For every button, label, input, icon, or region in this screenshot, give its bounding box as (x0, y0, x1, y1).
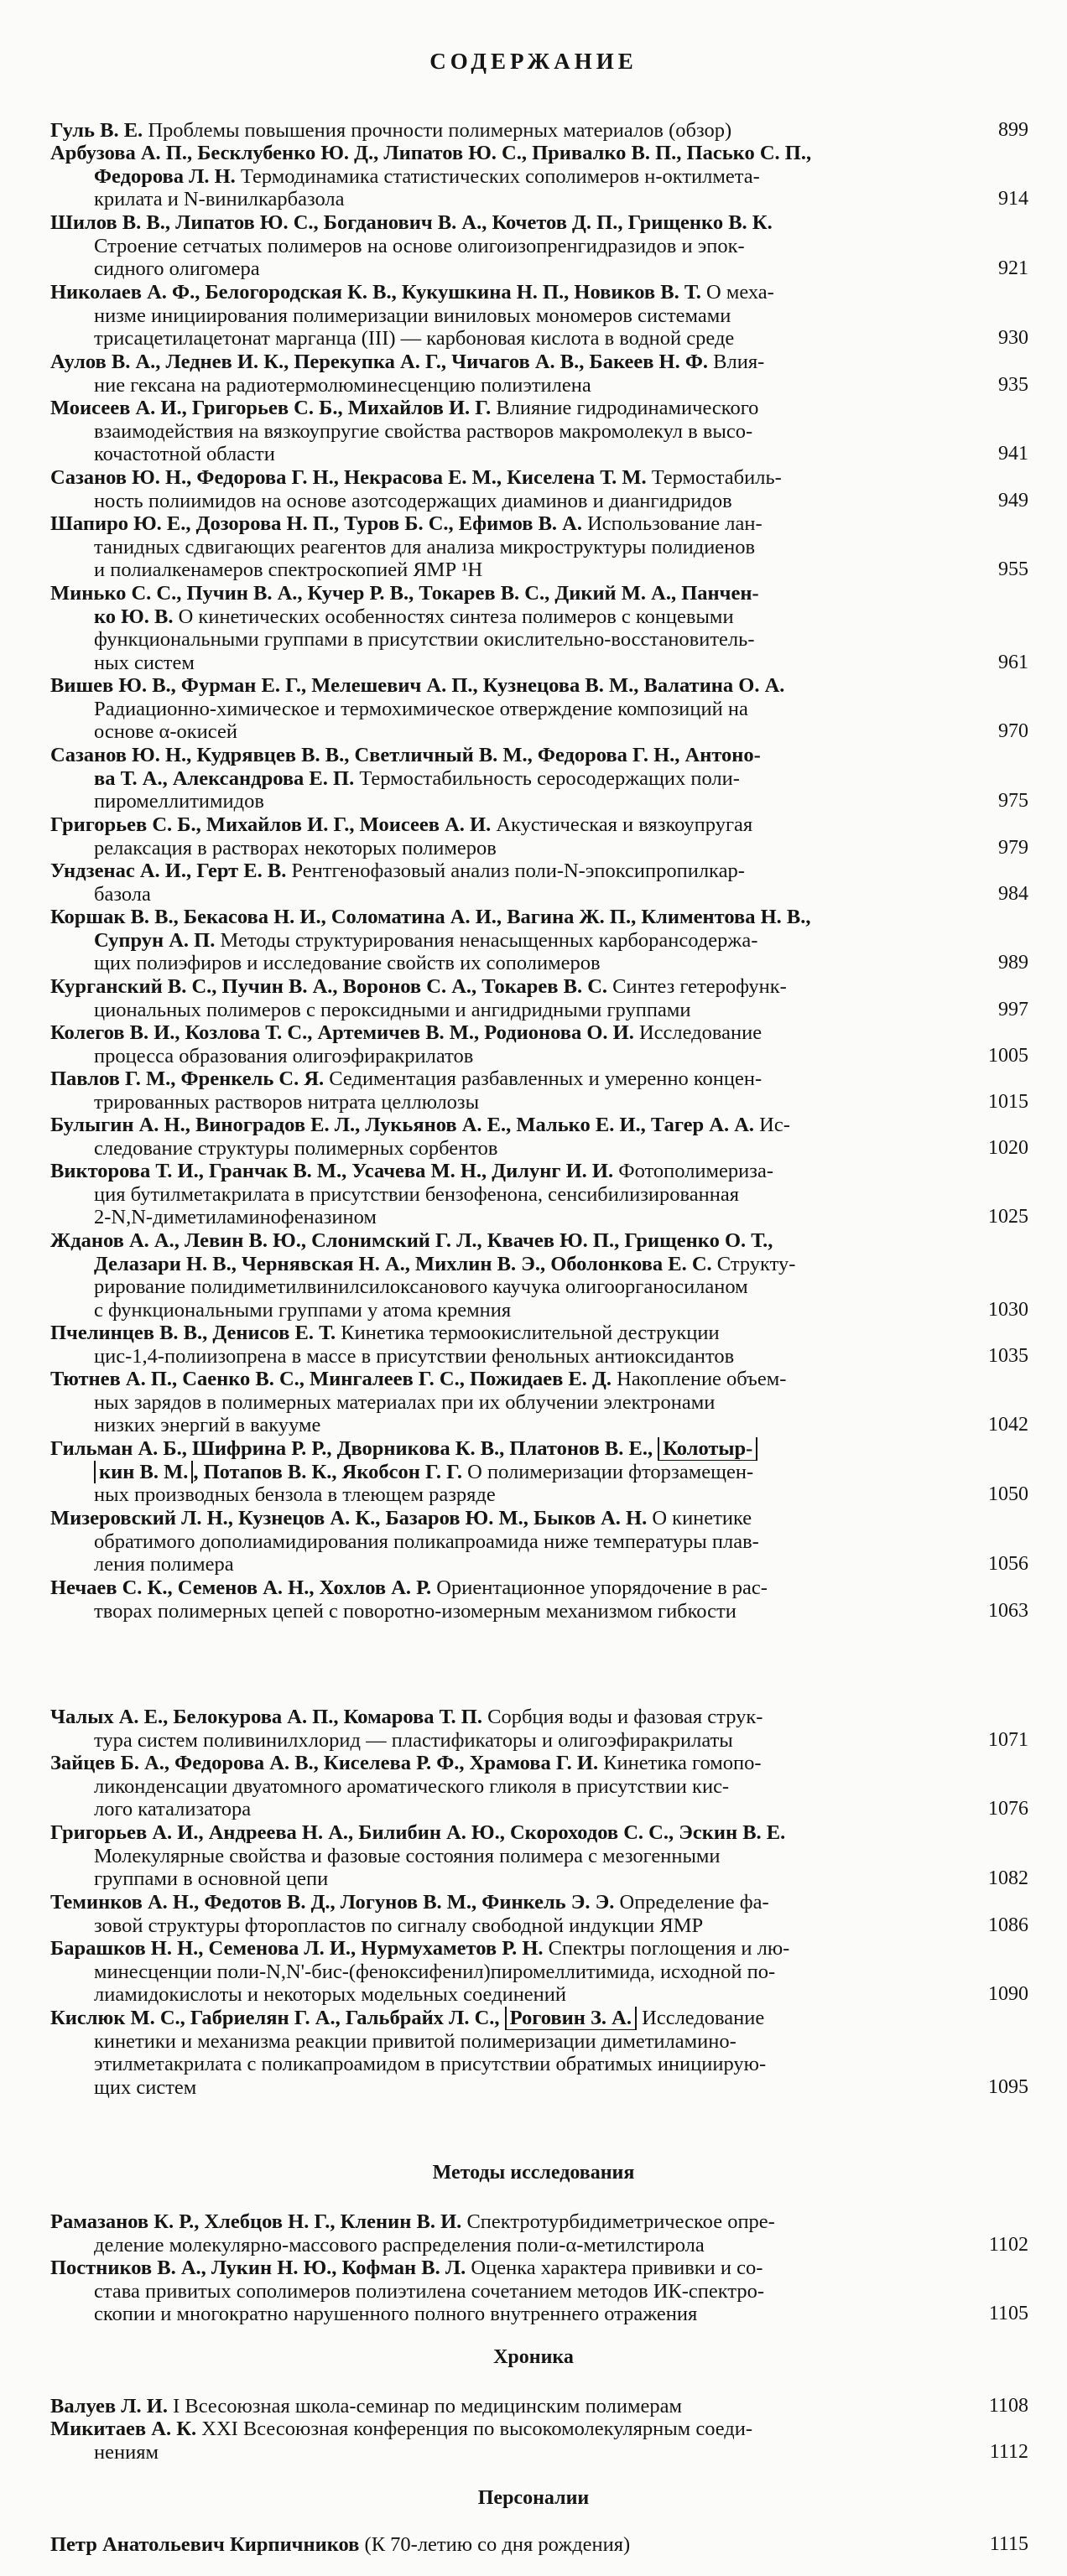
entry-line (50, 2418, 998, 2441)
entry-line (50, 2234, 998, 2257)
entry-title-text: обратимого дополиамидирования поликапроамида ниже температуры плав- (94, 1530, 759, 1553)
entry-authors: Аулов В. А., Леднев И. К., Перекупка А. Г., Чичагов А. В., Бакеев Н. Ф. (50, 351, 709, 373)
entry-line (50, 351, 998, 374)
entry-title-text: Методы структурирования ненасыщенных карборансодержа- (215, 928, 758, 952)
entry-authors: Тютнев А. П., Саенко В. С., Мингалеев Г. С., Пожидаев Е. Д. (50, 1368, 612, 1390)
entry-title-text: релаксация в растворах некоторых полимеров (94, 836, 497, 860)
entry-title-text: низме инициирования полимеризации виниловых мономеров системами (94, 304, 731, 327)
entry-page-number: 984 (998, 882, 1028, 905)
entry-title-text: щих полиэфиров и исследование свойств их сополимеров (94, 952, 601, 974)
entry-line (50, 1530, 998, 1554)
contents-entry (50, 1114, 998, 1160)
entry-line (50, 1914, 998, 1938)
entry-authors: Валуев Л. И. (50, 2395, 168, 2418)
entry-line (50, 674, 998, 698)
entry-line (50, 628, 998, 652)
contents-entry (50, 1437, 998, 1507)
entry-page-number: 1076 (988, 1798, 1028, 1820)
section-heading-methods: Методы исследования (432, 2162, 635, 2184)
entry-line (50, 1983, 998, 2007)
entry-line (50, 1600, 998, 1623)
entry-line (50, 1391, 998, 1415)
entry-line (50, 1961, 998, 1984)
entry-title-text: пиромеллитимидов (94, 790, 264, 813)
entry-line (50, 2395, 998, 2418)
entry-title-text: Сорбция воды и фазовая струк- (481, 1706, 763, 1728)
entry-authors: Барашков Н. Н., Семенова Л. И., Нурмухаметов Р. Н. (50, 1937, 544, 1960)
entry-line (50, 2210, 998, 2234)
entry-title-text: О меха- (700, 281, 774, 304)
entry-title-text: щих систем (94, 2075, 197, 2099)
entry-title-text: Молекулярные свойства и фазовые состояния полимера с мезогенными (94, 1844, 721, 1867)
entry-line (50, 1114, 998, 1137)
entry-title-text: Фотополимериза- (613, 1160, 773, 1182)
entry-page-number: 989 (998, 952, 1028, 974)
entry-authors: Федорова Л. Н. (94, 164, 236, 188)
entry-title-text: взаимодействия на вязкоупругие свойства растворов макромолекул в высо- (94, 419, 753, 443)
entry-authors: Рамазанов К. Р., Хлебцов Н. Г., Кленин В. И. (50, 2210, 462, 2233)
entry-page-number: 949 (998, 489, 1028, 512)
entry-line (50, 1275, 998, 1299)
entry-line (50, 906, 998, 929)
contents-entry (50, 1368, 998, 1437)
entry-authors: Колегов В. И., Козлова Т. С., Артемичев В. М., Родионова О. И. (50, 1021, 634, 1044)
entry-title-text: лого катализатора (94, 1798, 252, 1820)
entry-title-text: нениям (94, 2440, 159, 2464)
entry-title-text: Седиментация разбавленных и умеренно концен- (324, 1067, 763, 1090)
entry-title-text: базола (94, 882, 151, 906)
entry-authors: Шилов В. В., Липатов Ю. С., Богданович В. А., Кочетов Д. П., Грищенко В. К. (50, 211, 773, 234)
entry-title-text: Кинетика термоокислительной деструкции (336, 1322, 720, 1344)
contents-entry (50, 906, 998, 975)
contents-entry (50, 2210, 998, 2257)
entry-line (50, 1183, 998, 1207)
entry-authors: Постников В. А., Лукин Н. Ю., Кофман В. Л. (50, 2257, 466, 2279)
entry-authors: Вишев Ю. В., Фурман Е. Г., Мелешевич А. П., Кузнецова В. М., Валатина О. А. (50, 674, 785, 697)
entry-line (50, 605, 998, 629)
entry-title-text: рирование полидиметилвинилсилоксанового каучука олигоорганосиланом (94, 1275, 748, 1298)
entry-title-text: Термостабильность серосодержащих поли- (354, 766, 740, 790)
entry-page-number: 1108 (988, 2395, 1028, 2417)
entry-authors: Делазари Н. В., Чернявская Н. А., Михлин В. Э., Оболонкова Е. С. (94, 1252, 712, 1275)
entry-line (50, 1368, 998, 1391)
entry-line (50, 2533, 998, 2557)
entry-author-boxed: Колотыр- (658, 1437, 757, 1461)
entry-title-text: О кинетике (647, 1507, 752, 1530)
entry-line (50, 1345, 998, 1368)
entry-page-number: 955 (998, 558, 1028, 580)
entry-title-text: процесса образования олигоэфиракрилатов (94, 1044, 474, 1067)
entry-title-text: трированных растворов нитрата целлюлозы (94, 1090, 480, 1114)
entry-title-text: Накопление объем- (612, 1368, 787, 1390)
contents-entry (50, 1937, 998, 2007)
entry-line (50, 720, 998, 744)
entry-line (50, 558, 998, 582)
entry-line (50, 1891, 998, 1914)
contents-entry (50, 2533, 998, 2557)
entry-title-text: тура систем поливинилхлорид — пластификаторы и олигоэфиракрилаты (94, 1728, 733, 1752)
contents-entry (50, 1160, 998, 1229)
entry-line (50, 1229, 998, 1253)
entry-line (50, 652, 998, 675)
entry-line (50, 1253, 998, 1276)
entry-title-text: Ориентационное упорядочение в рас- (431, 1576, 768, 1599)
entry-title-text: лиамидокислоты и некоторых модельных соединений (94, 1983, 567, 2006)
entry-authors: Булыгин А. Н., Виноградов Е. Л., Лукьянов А. Е., Малько Е. И., Тагер А. А. (50, 1114, 755, 1136)
entry-line (50, 1206, 998, 1229)
contents-entry (50, 813, 998, 860)
entry-line (50, 1798, 998, 1821)
contents-entry (50, 211, 998, 281)
entry-line (50, 211, 998, 235)
contents-entry (50, 860, 998, 906)
entry-title-text: Определение фа- (614, 1891, 769, 1914)
entry-line (50, 2076, 998, 2100)
contents-entry (50, 1576, 998, 1623)
entry-line (50, 813, 998, 837)
entry-line (50, 2441, 998, 2464)
entry-title-text: творах полимерных цепей с поворотно-изомерным механизмом гибкости (94, 1599, 736, 1623)
entry-line (50, 1867, 998, 1891)
entry-line (50, 1067, 998, 1091)
entry-authors: Жданов А. А., Левин В. Ю., Слонимский Г. Л., Квачев Ю. П., Грищенко О. Т., (50, 1229, 773, 1252)
entry-title-text: Радиационно-химическое и термохимическое отверждение композиций на (94, 697, 748, 720)
entry-page-number: 1102 (988, 2233, 1028, 2256)
entry-page-number: 975 (998, 790, 1028, 812)
entry-title-text: кинетики и механизма реакции привитой полимеризации диметиламино- (94, 2029, 736, 2053)
entry-page-number: 1112 (989, 2440, 1028, 2463)
entry-title-text: цис-1,4-полиизопрена в массе в присутствии фенольных антиоксидантов (94, 1344, 735, 1368)
entry-title-text: и полиалкенамеров спектроскопией ЯМР ¹Н (94, 558, 483, 581)
entry-line (50, 1414, 998, 1437)
entry-line (50, 374, 998, 397)
entry-title-text: Ис- (754, 1114, 790, 1136)
entry-line (50, 142, 998, 165)
entry-line (50, 1576, 998, 1600)
contents-entry (50, 1021, 998, 1067)
entry-line (50, 698, 998, 721)
contents-entry (50, 142, 998, 211)
entry-line (50, 420, 998, 444)
entry-line (50, 1937, 998, 1961)
entry-line (50, 281, 998, 304)
entry-title-text: ных систем (94, 651, 195, 674)
entry-page-number: 1056 (988, 1553, 1028, 1575)
entry-line (50, 744, 998, 767)
entry-line (50, 304, 998, 328)
contents-entry (50, 2395, 998, 2418)
entry-authors: Пчелинцев В. В., Денисов Е. Т. (50, 1322, 336, 1344)
entry-title-text: Оценка характера прививки и со- (466, 2257, 763, 2279)
entry-line (50, 1137, 998, 1161)
page-title: СОДЕРЖАНИЕ (429, 49, 638, 74)
entry-authors: Мизеровский Л. Н., Кузнецов А. К., Базаров Ю. М., Быков А. Н. (50, 1507, 648, 1530)
entry-title-text: XXI Всесоюзная конференция по высокомолекулярным соеди- (196, 2418, 753, 2440)
entry-title-text: этилметакрилата с поликапроамидом в присутствии обратимых инициирую- (94, 2053, 767, 2075)
entry-page-number: 1090 (988, 1983, 1028, 2005)
entry-authors: Микитаев А. К. (50, 2418, 197, 2440)
entry-title-text: танидных сдвигающих реагентов для анализа микроструктуры полидиенов (94, 535, 756, 558)
contents-entry (50, 1752, 998, 1821)
entry-title-text: Строение сетчатых полимеров на основе олигоизопренгидразидов и эпок- (94, 234, 745, 257)
entry-title-text: следование структуры полимерных сорбентов (94, 1136, 498, 1160)
entry-authors: Петр Анатольевич Кирпичников (50, 2533, 360, 2556)
entry-page-number: 1095 (988, 2075, 1028, 2098)
contents-entry (50, 2257, 998, 2326)
entry-line (50, 512, 998, 536)
entry-page-number: 930 (998, 327, 1028, 349)
entry-page-number: 1050 (988, 1483, 1028, 1505)
entry-line (50, 1507, 998, 1530)
entry-title-text: ных зарядов в полимерных материалах при их облучении электронами (94, 1390, 716, 1414)
entry-line (50, 443, 998, 466)
entry-line (50, 2303, 998, 2326)
contents-entry (50, 1067, 998, 1114)
entry-line (50, 952, 998, 975)
entry-authors: Николаев А. Ф., Белогородская К. В., Кукушкина Н. П., Новиков В. Т. (50, 281, 701, 304)
entry-title-text: Акустическая и вязкоупругая (491, 813, 753, 836)
contents-entry (50, 1891, 998, 1937)
entry-author-boxed: кин В. М. (94, 1461, 193, 1484)
entry-line (50, 1821, 998, 1845)
entry-line (50, 1706, 998, 1729)
entry-title-text: с функциональными группами у атома кремния (94, 1298, 512, 1322)
entry-authors: Григорьев А. И., Андреева Н. А., Билибин А. Ю., Скороходов С. С., Эскин В. Е. (50, 1821, 786, 1844)
contents-entry (50, 1229, 998, 1322)
entry-line (50, 257, 998, 281)
entry-line (50, 767, 998, 791)
entry-title-text: зовой структуры фторопластов по сигналу свободной индукции ЯМР (94, 1914, 704, 1937)
entry-line (50, 1461, 998, 1484)
entry-authors: , Потапов В. К., Якобсон Г. Г. (193, 1460, 463, 1483)
entry-title-text: Рентгенофазовый анализ поли-N-эпоксипропилкар- (286, 860, 745, 882)
entry-line (50, 490, 998, 513)
entry-authors: Викторова Т. И., Гранчак В. М., Усачева М. Н., Дилунг И. И. (50, 1160, 614, 1182)
entry-authors: Арбузова А. П., Бесклубенко Ю. Д., Липатов Ю. С., Привалко В. П., Пасько С. П., (50, 142, 812, 164)
contents-entry (50, 1507, 998, 1576)
entry-line (50, 1775, 998, 1799)
entry-title-text: кочастотной области (94, 443, 275, 465)
entry-author-boxed: Роговин З. А. (505, 2007, 637, 2030)
contents-entry (50, 397, 998, 466)
entry-authors: Теминков А. Н., Федотов В. Д., Логунов В. М., Финкель Э. Э. (50, 1891, 615, 1914)
entry-page-number: 970 (998, 720, 1028, 742)
entry-line (50, 1045, 998, 1068)
entry-line (50, 536, 998, 559)
entry-page-number: 1105 (988, 2303, 1028, 2324)
entry-line (50, 2053, 998, 2076)
entry-title-text: ция бутилметакрилата в присутствии бензофенона, сенсибилизированная (94, 1182, 739, 1206)
entry-line (50, 1160, 998, 1183)
entry-title-text: (К 70-летию со дня рождения) (359, 2533, 631, 2556)
entry-title-text: ликонденсации двуатомного ароматического гликоля в присутствии кис- (94, 1774, 730, 1798)
entry-page-number: 1115 (989, 2533, 1028, 2555)
entry-authors: ко Ю. В. (94, 605, 174, 628)
contents-entry (50, 1322, 998, 1368)
entry-authors: Коршак В. В., Бекасова Н. И., Соломатина А. И., Вагина Ж. П., Климентова Н. В., (50, 906, 811, 928)
entry-authors: Минько С. С., Пучин В. А., Кучер Р. В., Токарев В. С., Дикий М. А., Панчен- (50, 582, 759, 605)
entry-line (50, 1021, 998, 1045)
entry-title-text: ние гексана на радиотермолюминесценцию полиэтилена (94, 373, 591, 397)
entry-page-number: 1030 (988, 1298, 1028, 1321)
entry-page-number: 1025 (988, 1206, 1028, 1228)
entry-authors: Моисеев А. И., Григорьев С. Б., Михайлов И. Г. (50, 397, 492, 419)
entry-title-text: Исследование (637, 2007, 765, 2029)
entry-page-number: 1035 (988, 1344, 1028, 1367)
entry-line (50, 235, 998, 258)
entry-page-number: 899 (998, 119, 1028, 141)
entry-line (50, 1299, 998, 1322)
entry-line (50, 790, 998, 813)
entry-title-text: Термодинамика статистических сополимеров н-октилмета- (235, 164, 760, 188)
contents-entry (50, 1821, 998, 1891)
entry-page-number: 1071 (988, 1728, 1028, 1751)
entry-page-number: 1042 (988, 1414, 1028, 1436)
entry-line (50, 2257, 998, 2280)
entry-authors: Сазанов Ю. Н., Кудрявцев В. В., Светличный В. М., Федорова Г. Н., Антоно- (50, 744, 761, 766)
entry-page-number: 1015 (988, 1090, 1028, 1113)
entry-title-text: скопии и многократно нарушенного полного внутреннего отражения (94, 2303, 698, 2325)
entry-line (50, 188, 998, 211)
entry-line (50, 1483, 998, 1507)
contents-entry (50, 466, 998, 512)
contents-entry (50, 281, 998, 351)
entry-title-text: Влия- (708, 351, 765, 373)
entry-line (50, 397, 998, 420)
entry-line (50, 999, 998, 1022)
entry-line (50, 975, 998, 999)
entry-authors: Шапиро Ю. Е., Дозорова Н. П., Туров Б. С., Ефимов В. А. (50, 512, 582, 535)
entry-authors: Нечаев С. К., Семенов А. Н., Хохлов А. Р. (50, 1576, 432, 1599)
entry-title-text: крилата и N-винилкарбазола (94, 188, 345, 210)
entry-line (50, 883, 998, 906)
entry-page-number: 979 (998, 836, 1028, 859)
entry-title-text: деление молекулярно-массового распределения поли-α-метилстирола (94, 2233, 705, 2257)
entry-title-text: Спектры поглощения и лю- (543, 1937, 790, 1960)
entry-authors: ва Т. А., Александрова Е. П. (94, 766, 355, 790)
entry-title-text: 2-N,N-диметиламинофеназином (94, 1206, 377, 1228)
entry-title-text: сидного олигомера (94, 257, 260, 280)
contents-entry (50, 1706, 998, 1752)
entry-line (50, 165, 998, 189)
entry-authors: Зайцев Б. А., Федорова А. В., Киселева Р. Ф., Храмова Г. И. (50, 1752, 599, 1774)
contents-entry (50, 119, 998, 143)
contents-entry (50, 582, 998, 674)
entry-authors: Чалых А. Е., Белокурова А. П., Комарова Т. П. (50, 1706, 482, 1728)
entry-page-number: 935 (998, 373, 1028, 396)
entry-authors: Гильман А. Б., Шифрина Р. Р., Дворникова К. В., Платонов В. Е., (50, 1437, 658, 1460)
entry-authors: Супрун А. П. (94, 928, 216, 952)
entry-page-number: 961 (998, 651, 1028, 673)
entry-title-text: Кинетика гомопо- (598, 1752, 762, 1774)
entry-line (50, 2280, 998, 2303)
entry-title-text: О полимеризации фторзамещен- (462, 1460, 754, 1483)
entry-title-text: Термостабиль- (646, 466, 782, 489)
entry-line (50, 1553, 998, 1576)
entry-line (50, 582, 998, 605)
contents-entry (50, 975, 998, 1021)
entry-line (50, 860, 998, 883)
entry-title-text: трисацетилацетонат марганца (III) — карбоновая кислота в водной среде (94, 327, 735, 350)
entry-title-text: минесценции поли-N,N'-бис-(феноксифенил)пиромеллитимида, исходной по- (94, 1960, 776, 1983)
entry-page-number: 1086 (988, 1914, 1028, 1936)
entry-line (50, 119, 998, 143)
entry-line (50, 1752, 998, 1775)
entry-title-text: Синтез гетерофунк- (607, 975, 787, 998)
entry-page-number: 941 (998, 443, 1028, 465)
entry-title-text: Влияние гидродинамического (491, 397, 759, 419)
entry-authors: Григорьев С. Б., Михайлов И. Г., Моисеев А. И. (50, 813, 492, 836)
entry-line (50, 1091, 998, 1114)
entry-line (50, 466, 998, 490)
entry-title-text: Использование лан- (581, 512, 763, 535)
entry-title-text: става привитых сополимеров полиэтилена сочетанием методов ИК-спектро- (94, 2279, 764, 2303)
entry-authors: Ундзенас А. И., Герт Е. В. (50, 860, 287, 882)
entry-title-text: Структу- (711, 1252, 796, 1275)
entry-title-text: ность полиимидов на основе азотсодержащих диаминов и диангидридов (94, 489, 732, 512)
entry-authors: Кислюк М. С., Габриелян Г. А., Гальбрайх Л. С., (50, 2007, 505, 2029)
entry-title-text: низких энергий в вакууме (94, 1414, 321, 1436)
entry-page-number: 1082 (988, 1867, 1028, 1889)
contents-entry (50, 2007, 998, 2099)
entry-page-number: 921 (998, 257, 1028, 279)
entry-title-text: ных производных бензола в тлеющем разряде (94, 1483, 496, 1506)
entry-page-number: 1020 (988, 1136, 1028, 1159)
contents-entry (50, 744, 998, 813)
entry-title-text: циональных полимеров с пероксидными и ангидридными группами (94, 998, 691, 1021)
entry-line (50, 1729, 998, 1753)
section-heading-chronicle: Хроника (493, 2346, 574, 2368)
contents-entry (50, 2418, 998, 2464)
entry-title-text: I Всесоюзная школа-семинар по медицинским полимерам (167, 2395, 682, 2418)
entry-line (50, 1322, 998, 1345)
entry-page-number: 1063 (988, 1599, 1028, 1622)
entry-line (50, 327, 998, 351)
entry-title-text: Спектротурбидиметрическое опре- (461, 2210, 775, 2233)
entry-title-text: функциональными группами в присутствии окислительно-восстановитель- (94, 628, 755, 651)
entry-page-number: 997 (998, 998, 1028, 1021)
entry-title-text: ления полимера (94, 1553, 234, 1576)
contents-entry (50, 674, 998, 744)
contents-entry (50, 512, 998, 582)
entry-line (50, 837, 998, 860)
entry-authors: Курганский В. С., Пучин В. А., Воронов С. А., Токарев В. С. (50, 975, 608, 998)
entry-title-text: основе α-окисей (94, 720, 237, 743)
entry-line (50, 2007, 998, 2030)
entry-authors: Павлов Г. М., Френкель С. Я. (50, 1067, 325, 1090)
entry-authors: Гуль В. Е. (50, 119, 143, 142)
entry-line (50, 1437, 998, 1461)
contents-entry (50, 351, 998, 397)
entry-title-text: Исследование (633, 1021, 763, 1044)
entry-line (50, 1845, 998, 1868)
entry-page-number: 914 (998, 188, 1028, 210)
entry-title-text: О кинетических особенностях синтеза полимеров с концевыми (173, 605, 734, 628)
entry-authors: Сазанов Ю. Н., Федорова Г. Н., Некрасова Е. М., Киселена Т. М. (50, 466, 647, 489)
entry-title-text: Проблемы повышения прочности полимерных материалов (обзор) (143, 119, 732, 142)
entry-line (50, 2030, 998, 2054)
entry-title-text: группами в основной цепи (94, 1867, 329, 1890)
entry-page-number: 1005 (988, 1044, 1028, 1067)
section-heading-personalia: Персоналии (477, 2487, 590, 2509)
entry-line (50, 929, 998, 953)
